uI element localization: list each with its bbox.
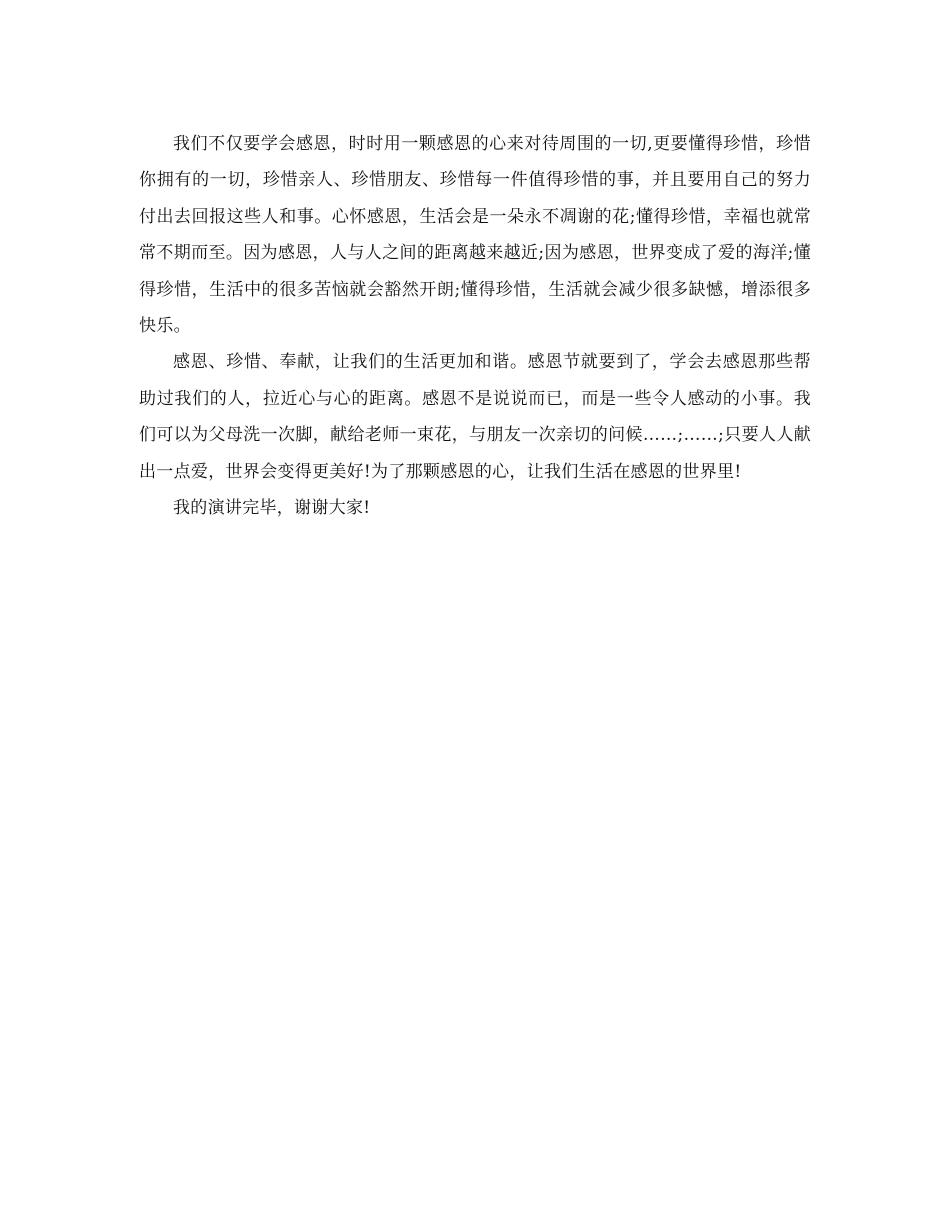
speech-text-body (139, 126, 811, 526)
paragraph-2: 感恩、珍惜、奉献，让我们的生活更加和谐。感恩节就要到了，学会去感恩那些帮助过我们的人，拉近心与心的距离。感恩不是说说而已，而是一些令人感动的小事。我们可以为父母洗一次脚，献给老师一束花，与朋友一次亲切的问候……;……;只要人人献出一点爱，世界会变得更美好!为了那颗感恩的心，让我们生活在感恩的世界里! (139, 352, 811, 482)
paragraph-1: 我们不仅要学会感恩，时时用一颗感恩的心来对待周围的一切,更要懂得珍惜，珍惜你拥有的一切，珍惜亲人、珍惜朋友、珍惜每一件值得珍惜的事，并且要用自己的努力付出去回报这些人和事。心怀感恩，生活会是一朵永不凋谢的花;懂得珍惜，幸福也就常常不期而至。因为感恩，人与人之间的距离越来越近;因为感恩，世界变成了爱的海洋;懂得珍惜，生活中的很多苦恼就会豁然开朗;懂得珍惜，生活就会减少很多缺憾，增添很多快乐。 (139, 134, 811, 337)
paragraph-3: 我的演讲完毕，谢谢大家! (173, 498, 371, 519)
